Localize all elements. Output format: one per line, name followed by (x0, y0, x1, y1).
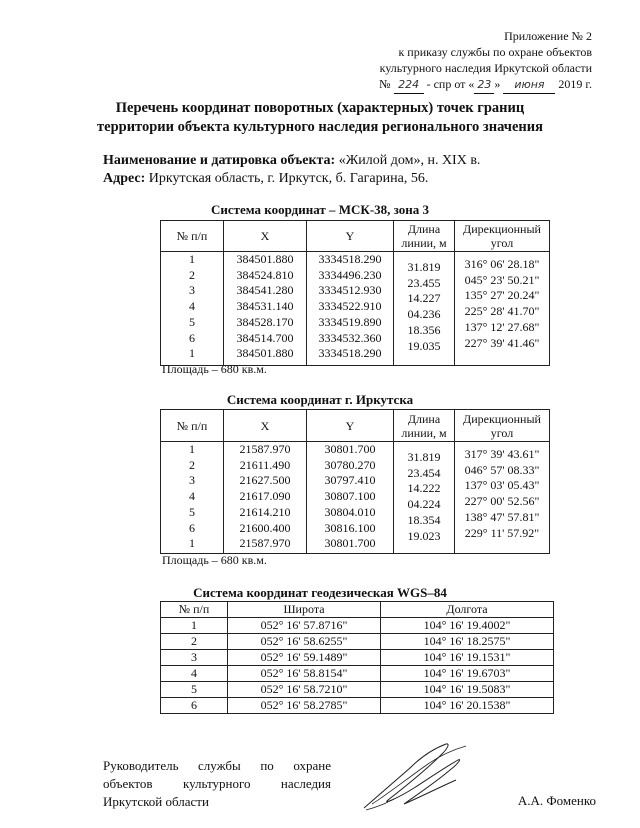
signatory-line-2: объектов культурного наследия (103, 776, 331, 791)
msk-x-column: 384501.880 384524.810 384541.280 384531.140 384528.170 384514.700 384501.880 (236, 252, 294, 361)
object-info (103, 152, 480, 188)
wgs-header-lon: Долгота (381, 602, 554, 618)
signatory-line-3: Иркутской области (103, 794, 209, 809)
irk-header-angle: Дирекционный угол (455, 410, 550, 442)
msk-system-title: Система координат – МСК-38, зона 3 (210, 202, 430, 217)
irk-header-y: Y (307, 410, 394, 442)
object-name-value: «Жилой дом», н. XIX в. (338, 153, 481, 168)
appendix-line-3: культурного наследия Иркутской области (379, 61, 592, 75)
wgs-header-lat: Широта (228, 602, 381, 618)
order-no-prefix: № (379, 77, 391, 91)
msk-header-y: Y (307, 221, 394, 252)
msk-length-column: 31.819 23.455 14.227 04.236 18.356 19.035 (407, 260, 441, 353)
wgs-cell-lat: 052° 16' 58.7210" (228, 682, 381, 698)
wgs-cell-lon: 104° 16' 19.6703" (381, 666, 554, 682)
irk-length-column: 31.819 23.454 14.222 04.224 18.354 19.023 (407, 450, 441, 543)
wgs-cell-num: 6 (161, 698, 228, 714)
order-day-handwritten: 23 (474, 77, 494, 94)
order-number-handwritten: 224 (394, 77, 424, 94)
wgs-table-row (161, 682, 554, 698)
appendix-header (379, 28, 592, 94)
handwritten-signature (358, 738, 478, 816)
wgs-table-row (161, 634, 554, 650)
irk-area: Площадь – 680 кв.м. (162, 553, 267, 567)
irk-x-column: 21587.970 21611.490 21627.500 21617.090 21614.210 21600.400 21587.970 (239, 442, 291, 551)
wgs-cell-num: 4 (161, 666, 228, 682)
object-address-row (103, 170, 480, 188)
order-month-handwritten: июня (503, 77, 555, 94)
msk-header-num: № п/п (161, 221, 224, 252)
signatory-position (103, 757, 331, 811)
irk-angle-column: 317° 39' 43.61" 046° 57' 08.33" 137° 03' 05.43" 227° 00' 52.56" 138° 47' 57.81" 229° 11' 57.92" (464, 447, 540, 540)
irk-num-column: 1 2 3 4 5 6 1 (189, 442, 195, 551)
wgs-cell-lon: 104° 16' 20.1538" (381, 698, 554, 714)
wgs-cell-lat: 052° 16' 58.6255" (228, 634, 381, 650)
order-date-prefix: - спр от « (426, 77, 475, 91)
title-line-2: территории объекта культурного наследия регионального значения (97, 119, 543, 135)
order-year: 2019 г. (558, 77, 592, 91)
wgs-table-row (161, 650, 554, 666)
msk-header-angle: Дирекционный угол (455, 221, 550, 252)
wgs-cell-lat: 052° 16' 58.2785" (228, 698, 381, 714)
wgs-cell-lat: 052° 16' 58.8154" (228, 666, 381, 682)
wgs-system-title: Система координат геодезическая WGS–84 (193, 585, 447, 600)
msk-header-x: X (224, 221, 307, 252)
wgs-table-row (161, 666, 554, 682)
document-title (0, 99, 640, 137)
object-name-label: Наименование и датировка объекта: (103, 153, 336, 168)
wgs-cell-num: 3 (161, 650, 228, 666)
msk-header-length: Длина линии, м (394, 221, 455, 252)
wgs-cell-lon: 104° 16' 19.5083" (381, 682, 554, 698)
wgs-table-row (161, 698, 554, 714)
irk-header-length: Длина линии, м (394, 410, 455, 442)
wgs-cell-lat: 052° 16' 57.8716" (228, 618, 381, 634)
order-day-close: » (494, 77, 501, 91)
irk-y-column: 30801.700 30780.270 30797.410 30807.100 30804.010 30816.100 30801.700 (324, 442, 376, 551)
appendix-line-1: Приложение № 2 (504, 29, 592, 43)
msk-num-column: 1 2 3 4 5 6 1 (189, 252, 195, 361)
msk-coordinates-table (160, 220, 550, 366)
title-line-1: Перечень координат поворотных (характерных) точек границ (115, 100, 525, 116)
wgs-cell-lat: 052° 16' 59.1489" (228, 650, 381, 666)
wgs-cell-lon: 104° 16' 19.4002" (381, 618, 554, 634)
msk-angle-column: 316° 06' 28.18" 045° 23' 50.21" 135° 27' 20.24" 225° 28' 41.70" 137° 12' 27.68" 227° 39' 41.46" (464, 257, 540, 350)
wgs-header-num: № п/п (161, 602, 228, 618)
irk-header-num: № п/п (161, 410, 224, 442)
object-address-value: Иркутская область, г. Иркутск, б. Гагарина, 56. (148, 171, 429, 186)
signatory-name: А.А. Фоменко (517, 793, 596, 808)
appendix-line-2: к приказу службы по охране объектов (398, 45, 592, 59)
signatory-line-1: Руководитель службы по охране (103, 758, 331, 773)
wgs-cell-num: 2 (161, 634, 228, 650)
wgs-cell-lon: 104° 16' 18.2575" (381, 634, 554, 650)
wgs-cell-lon: 104° 16' 19.1531" (381, 650, 554, 666)
msk-area: Площадь – 680 кв.м. (162, 362, 267, 376)
irk-header-x: X (224, 410, 307, 442)
msk-y-column: 3334518.290 3334496.230 3334512.930 3334522.910 3334519.890 3334532.360 3334518.290 (318, 252, 382, 361)
order-number-line (379, 76, 592, 94)
wgs-table-row (161, 618, 554, 634)
object-address-label: Адрес: (103, 171, 146, 186)
irk-coordinates-table (160, 409, 550, 554)
wgs-coordinates-table (160, 601, 554, 714)
object-name-row (103, 152, 480, 170)
irk-system-title: Система координат г. Иркутска (226, 392, 414, 407)
wgs-cell-num: 5 (161, 682, 228, 698)
wgs-cell-num: 1 (161, 618, 228, 634)
